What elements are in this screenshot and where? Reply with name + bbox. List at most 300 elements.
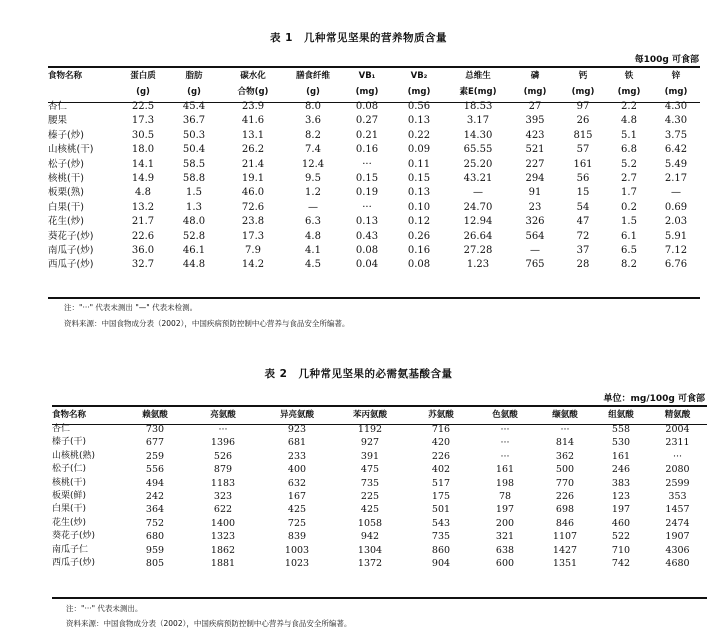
table-cell: 294: [525, 173, 545, 185]
table-cell: 226: [555, 491, 575, 503]
table-cell: 0.13: [407, 115, 431, 127]
table2-column-header: 苯丙氨酸: [352, 410, 387, 420]
table1-column-header: VB₁: [358, 71, 376, 81]
table-cell: 8.0: [305, 101, 321, 112]
table-cell: ···: [500, 424, 510, 435]
table-cell: 6.76: [664, 259, 688, 271]
table1-column-header: 磷: [530, 71, 540, 81]
table-cell: 600: [495, 558, 515, 570]
table-cell: 1427: [552, 544, 578, 556]
table-cell: 14.2: [241, 259, 265, 271]
table-cell: 814: [555, 437, 575, 449]
table-cell: 530: [611, 437, 631, 449]
table-cell: 246: [611, 464, 631, 476]
table-cell: 1862: [210, 544, 236, 556]
table-cell: 716: [431, 424, 451, 435]
food-name-cell: 板栗(鲜): [52, 491, 87, 502]
table-cell: 161: [611, 450, 631, 462]
table-row: [52, 530, 707, 543]
table2-note: 注："···" 代表未测出。: [66, 604, 143, 613]
table2-caption: 表 2 几种常见坚果的必需氨基酸含量: [264, 368, 453, 380]
table-cell: 1881: [210, 558, 236, 570]
table-cell: 622: [213, 504, 233, 516]
table-cell: 27: [528, 101, 542, 112]
table1-unit: 每100g 可食部: [634, 55, 699, 65]
table-cell: 197: [495, 504, 515, 516]
table-cell: —: [530, 245, 540, 257]
table1-header-row: [48, 68, 700, 84]
table-row: [52, 557, 707, 570]
table-row: [52, 463, 707, 476]
table2-body: [52, 423, 707, 570]
table-cell: 21.4: [241, 158, 265, 170]
table-cell: 742: [611, 558, 631, 570]
table-cell: 0.16: [407, 245, 431, 257]
table-cell: 0.16: [355, 144, 379, 156]
table-cell: 402: [431, 464, 451, 476]
table-cell: 12.4: [301, 158, 325, 170]
table-cell: 6.1: [621, 230, 637, 242]
table1-column-header: 蛋白质: [130, 71, 156, 81]
table-cell: 4680: [665, 558, 690, 570]
table-cell: 32.7: [131, 259, 155, 271]
table-cell: 1.5: [621, 216, 637, 228]
table-cell: 1907: [665, 531, 690, 543]
table-row: [48, 201, 700, 215]
table-cell: 494: [145, 477, 165, 489]
table-cell: 0.04: [355, 259, 379, 271]
table1-column-header: 素E(mg): [459, 87, 497, 97]
food-name-cell: 花生(炒): [48, 216, 84, 228]
table-cell: 8.2: [305, 129, 321, 141]
table-cell: 45.4: [182, 101, 206, 112]
table-cell: 1372: [357, 558, 383, 570]
table-row: [52, 423, 707, 436]
table1-column-header: 碳水化: [240, 71, 266, 81]
table-cell: 57: [576, 144, 590, 156]
table-cell: 2599: [665, 477, 690, 489]
table-cell: 2.17: [664, 173, 688, 185]
table-cell: 0.43: [355, 230, 379, 242]
table-cell: 72: [576, 230, 590, 242]
table-cell: 26.64: [463, 230, 493, 242]
table1-source: 资料来源：中国食物成分表（2002），中国疾病预防控制中心营养与食品安全所编著。: [64, 319, 350, 328]
table-cell: 710: [611, 544, 631, 556]
table-cell: 5.49: [664, 158, 688, 170]
table2-header-row: [52, 407, 707, 423]
table-cell: 17.3: [131, 115, 155, 127]
table-cell: ···: [362, 201, 372, 213]
table-cell: 72.6: [241, 201, 265, 213]
table-cell: 400: [287, 464, 307, 476]
table-cell: 2.2: [621, 101, 637, 112]
table-cell: 22.6: [131, 230, 155, 242]
table-cell: 19.1: [241, 173, 265, 185]
table-cell: 7.12: [664, 245, 688, 257]
table-cell: 0.09: [407, 144, 431, 156]
table-cell: 1.2: [305, 187, 321, 199]
table-cell: 97: [576, 101, 590, 112]
table2-bottom-rule: [52, 597, 707, 599]
table-cell: 14.1: [131, 158, 155, 170]
table-cell: 2311: [665, 437, 690, 449]
table1-column-header: (g): [136, 87, 150, 97]
table2-column-header: 精氨酸: [664, 410, 691, 420]
table-cell: 233: [287, 450, 307, 462]
table-cell: 50.3: [182, 129, 206, 141]
table-cell: 227: [525, 158, 545, 170]
table-row: [48, 186, 700, 200]
table-cell: 22.5: [131, 101, 155, 112]
table-cell: 5.1: [621, 129, 637, 141]
food-name-cell: 杏仁: [48, 101, 68, 112]
table-cell: 4.8: [135, 187, 151, 199]
table1-column-header: 锌: [671, 71, 681, 81]
food-name-cell: 腰果: [48, 115, 68, 127]
table-cell: 1058: [357, 517, 383, 529]
table-cell: 0.2: [621, 201, 637, 213]
table-cell: 6.8: [621, 144, 637, 156]
table-cell: 47: [576, 216, 590, 228]
table-cell: 959: [145, 544, 165, 556]
table2-unit: 单位：mg/100g 可食部: [603, 394, 705, 404]
table1: [48, 68, 700, 273]
table-cell: 21.7: [131, 216, 155, 228]
table-cell: 5.91: [664, 230, 688, 242]
table1-bottom-rule: [48, 297, 700, 299]
table-cell: 0.22: [407, 129, 431, 141]
table2-header: [52, 407, 707, 423]
table-row: [48, 172, 700, 186]
table-cell: 0.15: [355, 173, 379, 185]
table-cell: 526: [213, 450, 233, 462]
food-name-cell: 核桃(干): [48, 173, 84, 185]
table-cell: 6.3: [305, 216, 321, 228]
table-cell: 395: [525, 115, 545, 127]
table-cell: 198: [495, 477, 515, 489]
table-cell: 680: [145, 531, 165, 543]
food-name-cell: 葵花子(炒): [48, 230, 94, 242]
table-cell: 123: [611, 491, 631, 503]
table1-column-header: 脂肪: [185, 71, 203, 81]
food-name-cell: 榛子(炒): [48, 129, 84, 141]
table2-column-header: 赖氨酸: [142, 410, 168, 420]
table-cell: ···: [672, 450, 683, 462]
table-cell: 1.3: [186, 201, 202, 213]
table-cell: 879: [213, 464, 233, 476]
table-cell: 54: [576, 201, 590, 213]
table-cell: 259: [145, 450, 165, 462]
table-cell: 1304: [357, 544, 383, 556]
table-cell: 942: [360, 531, 380, 543]
table-cell: 1183: [210, 477, 236, 489]
table1-column-header: 总维生: [465, 71, 491, 81]
table-cell: 326: [525, 216, 545, 228]
table-cell: ···: [362, 158, 372, 170]
table-cell: 0.13: [407, 187, 431, 199]
table1-column-header: 合物(g): [237, 87, 269, 97]
table-cell: 2004: [665, 424, 690, 435]
table-cell: 1.5: [186, 187, 202, 199]
table2-column-header: 组氨酸: [608, 410, 634, 420]
table-cell: 200: [495, 517, 515, 529]
table-cell: 927: [360, 437, 380, 449]
table-cell: 4.8: [621, 115, 637, 127]
table-cell: 0.26: [407, 230, 431, 242]
table-cell: 226: [431, 450, 451, 462]
table-cell: 0.10: [407, 201, 431, 213]
table-cell: 197: [611, 504, 631, 516]
table-cell: 23.9: [241, 101, 265, 112]
table-row: [48, 258, 700, 272]
table-cell: 521: [525, 144, 545, 156]
table-cell: 1396: [210, 437, 236, 449]
table-cell: ···: [500, 450, 510, 462]
table-cell: 1192: [357, 424, 383, 435]
table-cell: 0.08: [355, 101, 379, 112]
table-cell: 23.8: [241, 216, 265, 228]
food-name-cell: 白果(干): [48, 201, 84, 213]
table-cell: 26.2: [241, 144, 265, 156]
table-cell: 1023: [284, 558, 310, 570]
table-cell: 321: [495, 531, 515, 543]
table-cell: 0.56: [407, 101, 431, 112]
table1-column-header: (mg): [664, 87, 688, 97]
food-name-cell: 西瓜子(炒): [52, 558, 96, 569]
table-cell: 904: [431, 558, 451, 570]
table-cell: 4.5: [305, 259, 321, 271]
table-cell: 91: [528, 187, 542, 199]
table-cell: 28: [576, 259, 590, 271]
table-cell: 6.42: [664, 144, 688, 156]
table-cell: 423: [525, 129, 545, 141]
table-cell: 4.1: [305, 245, 321, 257]
table-cell: 364: [145, 504, 165, 516]
table-row: [48, 230, 700, 244]
table-cell: 0.27: [355, 115, 379, 127]
table-cell: 815: [573, 129, 593, 141]
table-cell: 48.0: [182, 216, 206, 228]
table-cell: 56: [576, 173, 590, 185]
table-cell: 18.0: [131, 144, 155, 156]
table-cell: 677: [145, 437, 165, 449]
table-cell: 46.1: [182, 245, 206, 257]
table-cell: 242: [145, 491, 165, 503]
table-row: [52, 436, 707, 449]
table-cell: 65.55: [463, 144, 493, 156]
table-cell: 1457: [665, 504, 690, 516]
table1-column-header: (mg): [523, 87, 547, 97]
table-cell: 167: [287, 491, 307, 503]
table-cell: 4.30: [664, 101, 688, 112]
table-cell: 425: [287, 504, 307, 516]
table-cell: 25.20: [463, 158, 493, 170]
table-cell: 1003: [284, 544, 310, 556]
table-cell: 805: [145, 558, 165, 570]
food-name-cell: 杏仁: [52, 424, 71, 434]
table1-column-header: 钙: [578, 71, 588, 81]
table1-column-header: VB₂: [410, 71, 428, 81]
table1-column-header: (mg): [355, 87, 379, 97]
table-cell: 18.53: [463, 101, 493, 112]
table-cell: 564: [525, 230, 545, 242]
table-cell: 7.9: [245, 245, 261, 257]
table-cell: 23: [528, 201, 542, 213]
table-cell: 839: [287, 531, 307, 543]
table-cell: 556: [145, 464, 165, 476]
table-cell: 1323: [210, 531, 236, 543]
table1-column-header: (mg): [407, 87, 431, 97]
table-cell: 14.9: [131, 173, 155, 185]
table-cell: 0.13: [355, 216, 379, 228]
table-row: [52, 517, 707, 530]
table-cell: 3.75: [664, 129, 688, 141]
table-row: [48, 114, 700, 128]
table1-column-header: 食物名称: [48, 71, 83, 81]
table1-header: [48, 68, 700, 100]
table-cell: 27.28: [463, 245, 493, 257]
table-cell: 9.5: [305, 173, 321, 185]
table-cell: ···: [218, 424, 228, 435]
table-cell: 24.70: [463, 201, 493, 213]
table-cell: 735: [431, 531, 451, 543]
table-row: [48, 244, 700, 258]
table-cell: 26: [576, 115, 590, 127]
table-row: [52, 490, 707, 503]
table-cell: 6.5: [621, 245, 637, 257]
table-cell: 730: [145, 424, 165, 435]
table-row: [52, 544, 707, 557]
table-row: [52, 503, 707, 516]
table-row: [48, 100, 700, 114]
table1-column-header: (g): [306, 87, 320, 97]
table1-column-header: (mg): [571, 87, 595, 97]
table-cell: 425: [360, 504, 380, 516]
table-cell: 735: [360, 477, 380, 489]
table-cell: 522: [611, 531, 631, 543]
table-cell: 2.7: [621, 173, 637, 185]
table-cell: 41.6: [241, 115, 265, 127]
table-cell: 846: [555, 517, 575, 529]
table2-source: 资料来源：中国食物成分表（2002），中国疾病预防控制中心营养与食品安全所编著。: [66, 619, 352, 628]
table-cell: 58.8: [182, 173, 206, 185]
table-cell: 13.1: [241, 129, 265, 141]
table-cell: 78: [498, 491, 512, 503]
table-cell: 5.2: [621, 158, 637, 170]
food-name-cell: 山核桃(干): [48, 144, 94, 156]
table-cell: 558: [611, 424, 631, 435]
table-cell: 725: [287, 517, 307, 529]
table-cell: 37: [576, 245, 590, 257]
table-cell: 46.0: [241, 187, 265, 199]
food-name-cell: 松子(仁): [52, 464, 87, 475]
table-cell: 2474: [665, 517, 690, 529]
table-cell: 0.15: [407, 173, 431, 185]
table2-column-header: 色氨酸: [492, 410, 518, 420]
table-row: [52, 477, 707, 490]
food-name-cell: 南瓜子仁: [52, 544, 89, 555]
table-cell: 2080: [665, 464, 690, 476]
table-row: [48, 158, 700, 172]
table-cell: 12.94: [463, 216, 493, 228]
food-name-cell: 花生(炒): [52, 517, 87, 528]
table2-column-header: 亮氨酸: [210, 410, 236, 420]
table-cell: 52.8: [182, 230, 206, 242]
table-cell: 3.17: [466, 115, 490, 127]
table-cell: 175: [431, 491, 451, 503]
table-cell: 0.08: [407, 259, 431, 271]
table-cell: 36.7: [182, 115, 206, 127]
table-cell: 14.30: [463, 129, 493, 141]
table-cell: 36.0: [131, 245, 155, 257]
table-cell: 17.3: [241, 230, 265, 242]
table-cell: 501: [431, 504, 451, 516]
table-cell: —: [671, 187, 681, 199]
table-cell: 383: [611, 477, 631, 489]
table-cell: 4.30: [664, 115, 688, 127]
table2-column-header: 食物名称: [52, 410, 87, 420]
table1-body: [48, 100, 700, 273]
food-name-cell: 白果(干): [52, 504, 87, 515]
table-cell: 50.4: [182, 144, 206, 156]
table-cell: ···: [560, 424, 570, 435]
table-cell: 638: [495, 544, 515, 556]
table-cell: 681: [287, 437, 307, 449]
table-cell: 15: [576, 187, 590, 199]
table-row: [52, 450, 707, 463]
table2-column-header: 异亮氨酸: [279, 410, 314, 420]
food-name-cell: 松子(炒): [48, 158, 84, 170]
table-cell: 353: [668, 491, 687, 503]
table-cell: 161: [573, 158, 593, 170]
table-cell: 0.69: [664, 201, 688, 213]
table-cell: 632: [287, 477, 307, 489]
table-cell: 543: [431, 517, 451, 529]
table-cell: 1107: [552, 531, 578, 543]
table-cell: 420: [431, 437, 451, 449]
table1-column-header: (mg): [617, 87, 641, 97]
table1-column-header: (g): [187, 87, 201, 97]
food-name-cell: 葵花子(炒): [52, 531, 96, 542]
table-cell: 44.8: [182, 259, 206, 271]
table-cell: 4.8: [305, 230, 321, 242]
table-cell: —: [308, 201, 318, 213]
food-name-cell: 核桃(干): [52, 477, 87, 488]
table-cell: 30.5: [131, 129, 155, 141]
table-row: [48, 129, 700, 143]
table-cell: 0.21: [355, 129, 379, 141]
table-cell: 362: [555, 450, 575, 462]
table-row: [48, 215, 700, 229]
table-cell: 698: [555, 504, 575, 516]
table-cell: 1400: [210, 517, 236, 529]
table-cell: 752: [145, 517, 165, 529]
table-cell: 1.7: [621, 187, 637, 199]
table-cell: 765: [525, 259, 545, 271]
table1-caption: 表 1 几种常见坚果的营养物质含量: [270, 32, 447, 44]
table-cell: 0.12: [407, 216, 431, 228]
table-cell: 0.11: [407, 158, 431, 170]
table1-column-header: [48, 84, 120, 100]
table-cell: —: [473, 187, 483, 199]
table-cell: 923: [287, 424, 307, 435]
table-cell: 1.23: [466, 259, 490, 271]
food-name-cell: 南瓜子(炒): [48, 245, 94, 257]
table1-header-row: [48, 84, 700, 100]
table2: [52, 407, 707, 570]
food-name-cell: 山核桃(熟): [52, 450, 96, 461]
table-cell: 225: [360, 491, 380, 503]
